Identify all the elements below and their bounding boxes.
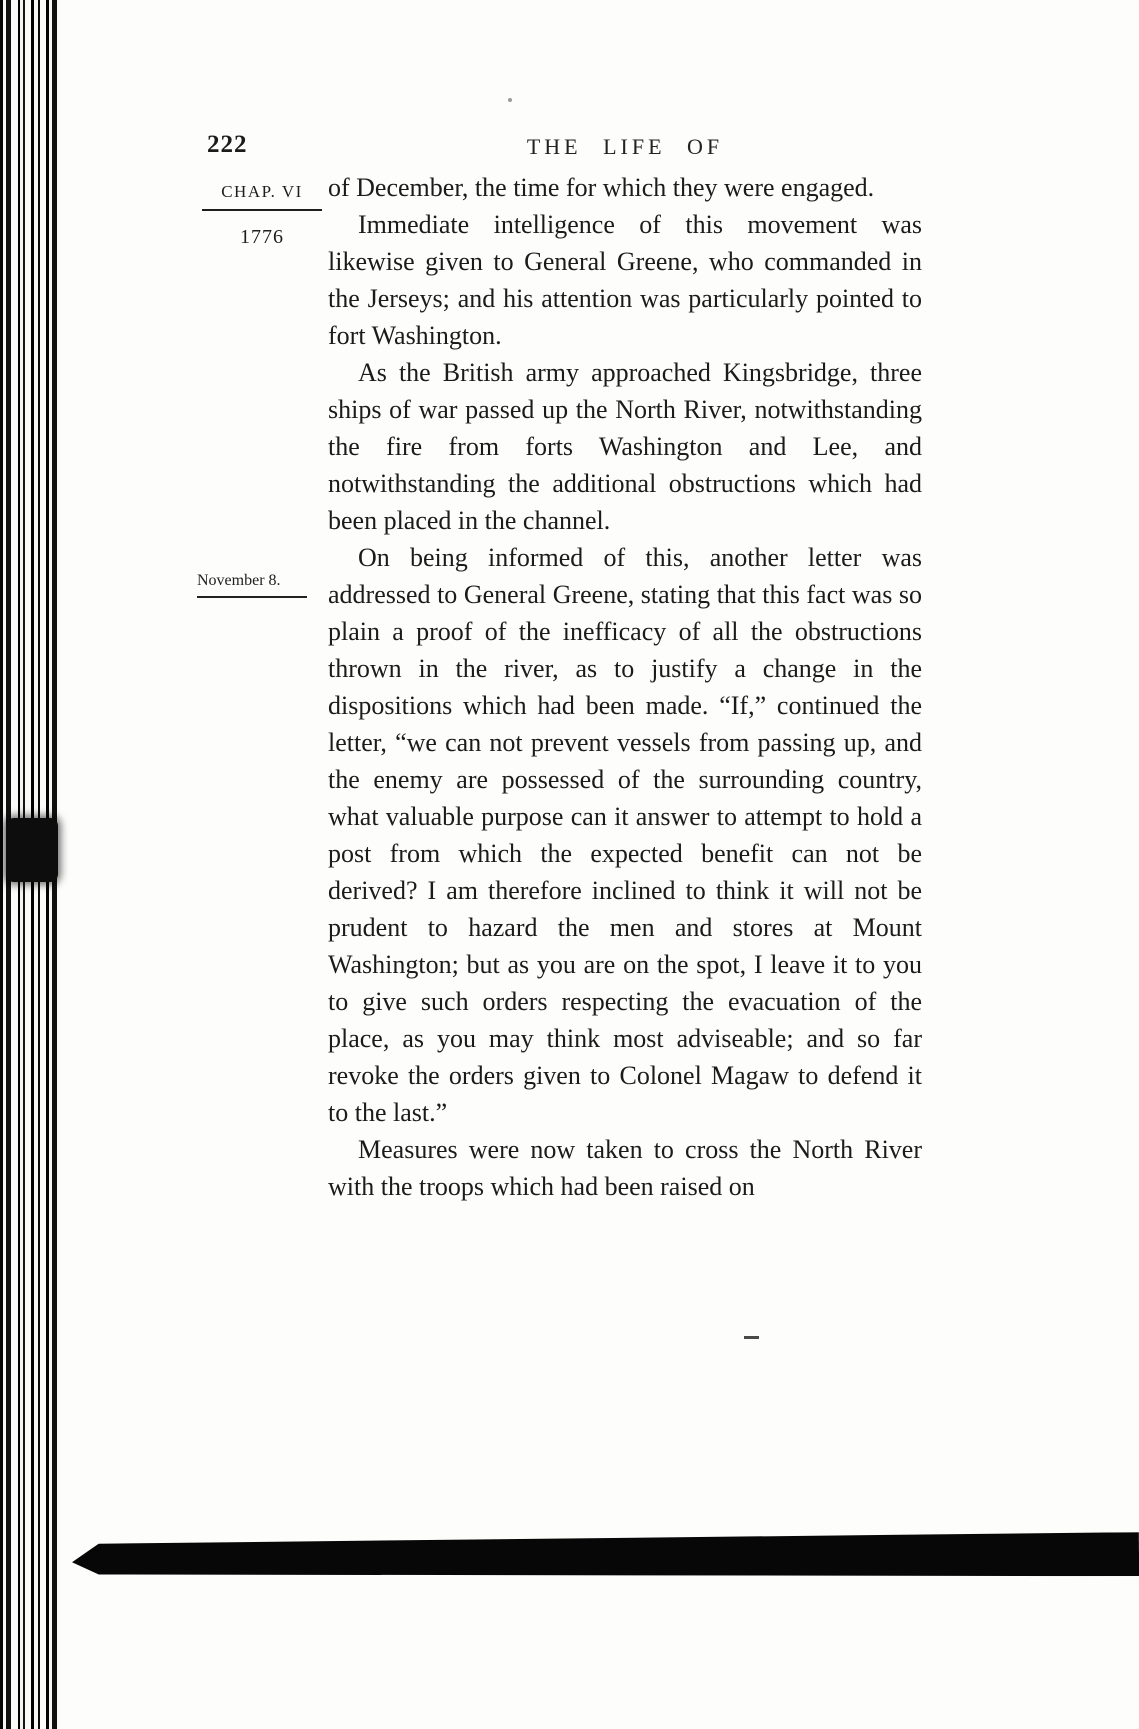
scan-speck <box>508 98 512 102</box>
body-text <box>328 169 922 1205</box>
paragraph: of December, the time for which they were engaged. <box>328 173 875 202</box>
running-title: THE LIFE OF <box>526 134 724 159</box>
scan-artifact-bar <box>72 1532 1139 1580</box>
gutter-ink-blob <box>6 818 58 882</box>
paragraph: On being informed of this, another letter was addressed to General Greene, stating that this fact was so plain a proof of the inefficacy of all the obstructions thrown in the river, as to justify a change in the dispositions which had been made. “If,” continued the letter, “we can not prevent vessels from passing up, and the enemy are possessed of the surrounding country, what valuable purpose can it answer to attempt to hold a post from which the expected benefit can not be derived? I am therefore inclined to think it will not be prudent to hazard the men and stores at Mount Washington; but as you are on the spot, I leave it to you to give such orders respecting the evacuation of the place, as you may think most adviseable; and so far revoke the orders given to Colonel Magaw to defend it to the last.” <box>328 543 922 1127</box>
scan-stray-mark <box>744 1336 759 1339</box>
paragraph: As the British army approached Kingsbridge, three ships of war passed up the North River, notwithstanding the fire from forts Washington and Lee, and notwithstanding the additional obstructions which had been placed in the channel. <box>328 358 922 535</box>
margin-note-year: 1776 <box>240 226 284 248</box>
paragraph: Measures were now taken to cross the North River with the troops which had been raised on <box>328 1135 922 1201</box>
margin-note-date: November 8. <box>197 572 307 598</box>
page-number: 222 <box>207 131 248 158</box>
paragraph: Immediate intelligence of this movement was likewise given to General Greene, who commanded in the Jerseys; and his attention was particularly pointed to fort Washington. <box>328 210 922 350</box>
margin-note-chapter: CHAP. VI <box>202 182 322 211</box>
